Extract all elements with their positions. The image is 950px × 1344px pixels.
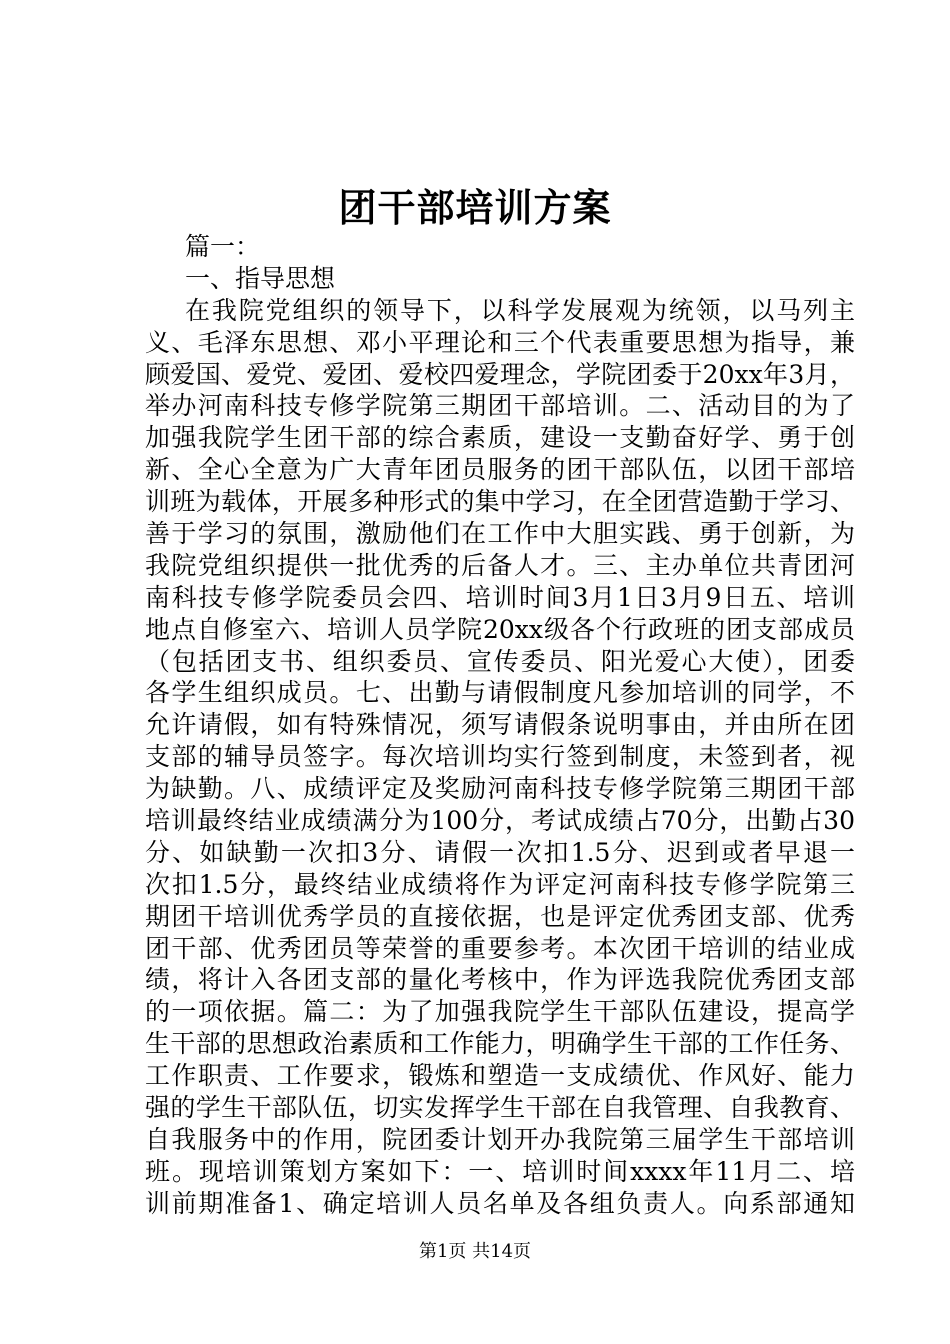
paragraph-line: 为缺勤。八、成绩评定及奖励河南科技专修学院第三期团干部 [145,774,855,804]
document-title: 团干部培训方案 [338,185,612,230]
section-label-part-one: 篇一： [185,232,261,261]
paragraph-line: （包括团支书、组织委员、宣传委员、阳光爱心大使），团委 [145,646,855,676]
section-heading-guiding-ideology: 一、指导思想 [185,263,336,293]
paragraph-line: 绩，将计入各团支部的量化考核中，作为评选我院优秀团支部 [145,965,855,995]
paragraph-line: 新、全心全意为广大青年团员服务的团干部队伍，以团干部培 [145,455,855,485]
paragraph-line: 地点自修室六、培训人员学院20xx级各个行政班的团支部成员 [145,614,855,644]
paragraph-line: 各学生组织成员。七、出勤与请假制度凡参加培训的同学，不 [145,678,855,708]
paragraph-line: 分、如缺勤一次扣3分、请假一次扣1.5分、迟到或者早退一 [145,837,855,867]
paragraph-line: 团干部、优秀团员等荣誉的重要参考。本次团干培训的结业成 [145,933,855,963]
paragraph-line: 善于学习的氛围，激励他们在工作中大胆实践、勇于创新，为 [145,519,855,549]
paragraph-line: 强的学生干部队伍，切实发挥学生干部在自我管理、自我教育、 [145,1093,855,1123]
paragraph-line: 支部的辅导员签字。每次培训均实行签到制度，未签到者，视 [145,742,855,772]
paragraph-line: 举办河南科技专修学院第三期团干部培训。二、活动目的为了 [145,391,855,421]
paragraph-line: 义、毛泽东思想、邓小平理论和三个代表重要思想为指导，兼 [145,327,855,357]
paragraph-line: 允许请假，如有特殊情况，须写请假条说明事由，并由所在团 [145,710,855,740]
paragraph-line: 培训最终结业成绩满分为100分，考试成绩占70分，出勤占30 [145,806,855,836]
paragraph-line: 在我院党组织的领导下，以科学发展观为统领，以马列主 [185,295,855,325]
paragraph-line: 生干部的思想政治素质和工作能力，明确学生干部的工作任务、 [145,1029,855,1059]
paragraph-line: 自我服务中的作用，院团委计划开办我院第三届学生干部培训 [145,1124,855,1154]
paragraph-line: 南科技专修学院委员会四、培训时间3月1日3月9日五、培训 [145,582,855,612]
paragraph-line: 训前期准备1、确定培训人员名单及各组负责人。向系部通知 [145,1188,855,1218]
paragraph-line: 班。现培训策划方案如下：一、培训时间xxxx年11月二、培 [145,1156,855,1186]
page-number-footer: 第1页 共14页 [418,1241,532,1262]
paragraph-line: 训班为载体，开展多种形式的集中学习，在全团营造勤于学习、 [145,487,855,517]
paragraph-line: 我院党组织提供一批优秀的后备人才。三、主办单位共青团河 [145,550,855,580]
paragraph-line: 加强我院学生团干部的综合素质，建设一支勤奋好学、勇于创 [145,423,855,453]
paragraph-line: 的一项依据。篇二：为了加强我院学生干部队伍建设，提高学 [145,997,855,1027]
paragraph-line: 工作职责、工作要求，锻炼和塑造一支成绩优、作风好、能力 [145,1061,855,1091]
paragraph-line: 期团干培训优秀学员的直接依据，也是评定优秀团支部、优秀 [145,901,855,931]
document-body [145,231,855,1220]
paragraph-line: 次扣1.5分，最终结业成绩将作为评定河南科技专修学院第三 [145,869,855,899]
paragraph-line: 顾爱国、爱党、爱团、爱校四爱理念，学院团委于20xx年3月， [145,359,855,389]
